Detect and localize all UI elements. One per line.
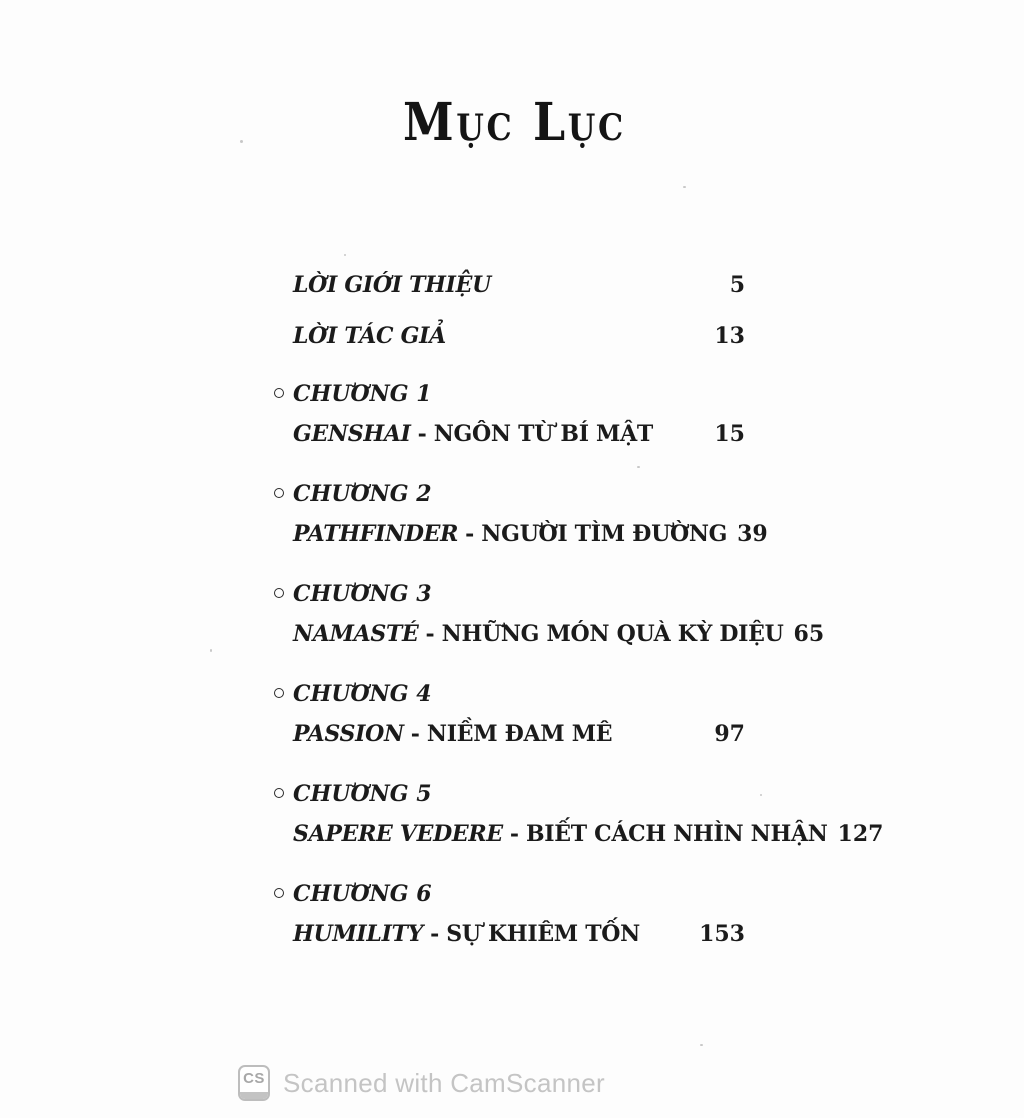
chapter-name: HUMILITY [293, 921, 424, 947]
chapter-subtitle: NHỮNG MÓN QUÀ KỲ DIỆU [441, 621, 784, 647]
chapter-heading-label: CHƯƠNG 4 [293, 681, 432, 707]
table-of-contents [293, 270, 884, 951]
circle-bullet-icon [274, 788, 284, 798]
entry-label: LỜI GIỚI THIỆU [293, 272, 491, 298]
toc-entry-front-2 [293, 321, 745, 351]
entry-page-number: 15 [714, 421, 745, 447]
chapter-subtitle: NGÔN TỪ BÍ MẬT [433, 421, 653, 447]
entry-page-number: 13 [714, 323, 745, 349]
chapter-heading-label: CHƯƠNG 6 [293, 881, 432, 907]
entry-page-number: 65 [793, 621, 825, 647]
circle-bullet-icon [274, 688, 284, 698]
chapter-group-1 [293, 379, 745, 451]
chapter-title [293, 919, 640, 951]
separator-dash: - [425, 621, 435, 647]
chapter-title [293, 619, 784, 651]
separator-dash: - [509, 821, 519, 847]
scan-speck [700, 1044, 703, 1046]
entry-page-number: 127 [837, 821, 884, 847]
chapter-title [293, 519, 727, 551]
chapter-group-3 [293, 579, 825, 651]
scan-speck [683, 186, 686, 188]
chapter-heading [293, 579, 745, 609]
toc-entry-chapter [293, 719, 745, 751]
chapter-heading [293, 379, 745, 409]
camscanner-logo-text: CS [243, 1070, 265, 1087]
scan-speck [240, 140, 243, 143]
chapter-name: NAMASTÉ [293, 621, 419, 647]
chapter-subtitle: NGƯỜI TÌM ĐƯỜNG [481, 521, 728, 547]
toc-entry-chapter [293, 619, 825, 651]
entry-page-number: 97 [714, 721, 745, 747]
chapter-title [293, 419, 653, 451]
chapter-heading [293, 879, 745, 909]
chapter-subtitle: SỰ KHIÊM TỐN [446, 921, 640, 947]
chapter-name: GENSHAI [293, 421, 411, 447]
chapter-group-2 [293, 479, 768, 551]
toc-entry-chapter [293, 519, 768, 551]
scan-speck [760, 794, 762, 796]
scan-speck [210, 649, 212, 652]
page-title: Mục Lục [402, 92, 626, 153]
chapter-name: PATHFINDER [293, 521, 459, 547]
chapter-name: SAPERE VEDERE [293, 821, 503, 847]
chapter-group-5 [293, 779, 884, 851]
chapter-heading-label: CHƯƠNG 3 [293, 581, 432, 607]
chapter-group-4 [293, 679, 745, 751]
circle-bullet-icon [274, 388, 284, 398]
chapter-name: PASSION [293, 721, 404, 747]
scanned-book-page [0, 94, 1024, 1118]
entry-label: LỜI TÁC GIẢ [293, 323, 446, 349]
entry-page-number: 153 [699, 921, 745, 947]
chapter-title [293, 719, 612, 751]
chapter-heading [293, 679, 745, 709]
chapter-heading-label: CHƯƠNG 2 [293, 481, 432, 507]
chapter-heading [293, 779, 745, 809]
toc-entry-front-1 [293, 270, 745, 300]
scan-speck [344, 254, 346, 256]
circle-bullet-icon [274, 888, 284, 898]
separator-dash: - [465, 521, 475, 547]
chapter-title [293, 819, 828, 851]
separator-dash: - [430, 921, 440, 947]
entry-page-number: 39 [737, 521, 768, 547]
chapter-subtitle: BIẾT CÁCH NHÌN NHẬN [525, 821, 828, 847]
circle-bullet-icon [274, 588, 284, 598]
circle-bullet-icon [274, 488, 284, 498]
toc-entry-chapter [293, 919, 745, 951]
separator-dash: - [410, 721, 420, 747]
camscanner-label: Scanned with CamScanner [283, 1067, 605, 1098]
scan-speck [637, 466, 640, 468]
chapter-group-6 [293, 879, 745, 951]
camscanner-logo-band [240, 1092, 268, 1099]
chapter-subtitle: NIỀM ĐAM MÊ [426, 721, 613, 747]
chapter-heading [293, 479, 745, 509]
camscanner-logo-icon [238, 1065, 270, 1101]
toc-entry-chapter [293, 819, 884, 851]
chapter-heading-label: CHƯƠNG 1 [293, 381, 432, 407]
toc-entry-chapter [293, 419, 745, 451]
camscanner-footer [238, 1065, 605, 1101]
separator-dash: - [417, 421, 427, 447]
chapter-heading-label: CHƯƠNG 5 [293, 781, 432, 807]
entry-page-number: 5 [729, 272, 745, 298]
